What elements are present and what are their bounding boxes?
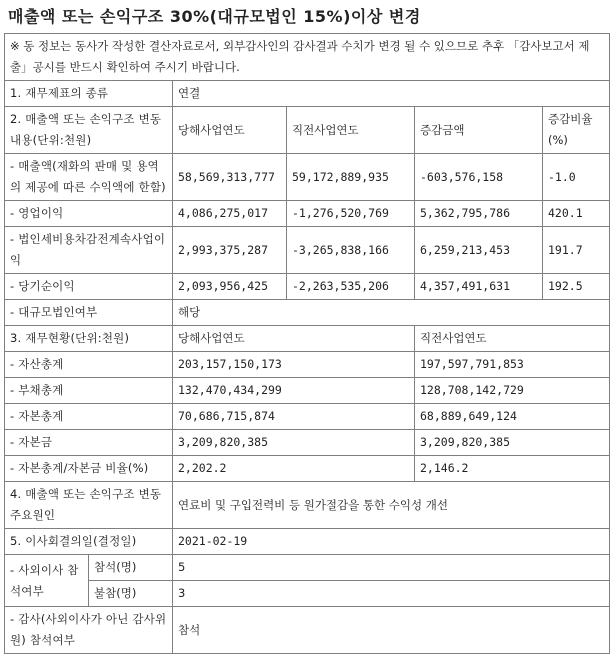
revenue-previous: 59,172,889,935 xyxy=(287,154,415,201)
table-row xyxy=(5,378,610,404)
pretax-income-current: 2,993,375,287 xyxy=(173,227,287,274)
auditor-row xyxy=(5,607,610,654)
notice-row xyxy=(5,34,610,81)
capital-stock-current: 3,209,820,385 xyxy=(173,430,415,456)
row-label-total-equity: - 자본총계 xyxy=(5,404,173,430)
operating-income-current: 4,086,275,017 xyxy=(173,201,287,227)
header-change-rate: 증감비율(%) xyxy=(543,107,610,154)
main-cause-value: 연료비 및 구입전력비 등 원가절감을 통한 수익성 개선 xyxy=(173,482,610,529)
row-label-total-assets: - 자산총계 xyxy=(5,352,173,378)
financial-status-header-row xyxy=(5,326,610,352)
financial-statement-type-value: 연결 xyxy=(173,81,610,107)
pretax-income-previous: -3,265,838,166 xyxy=(287,227,415,274)
table-row xyxy=(5,430,610,456)
main-cause-label: 4. 매출액 또는 손익구조 변동 주요원인 xyxy=(5,482,173,529)
row-label-total-liabilities: - 부채총계 xyxy=(5,378,173,404)
large-corp-value: 해당 xyxy=(173,300,610,326)
financial-statement-type-row xyxy=(5,81,610,107)
net-income-current: 2,093,956,425 xyxy=(173,274,287,300)
table-row xyxy=(5,300,610,326)
net-income-change: 4,357,491,631 xyxy=(415,274,543,300)
outside-directors-present-row xyxy=(5,555,610,581)
pretax-income-change: 6,259,213,453 xyxy=(415,227,543,274)
operating-income-rate: 420.1 xyxy=(543,201,610,227)
header-current-year: 당해사업연도 xyxy=(173,107,287,154)
row-label-net-income: - 당기순이익 xyxy=(5,274,173,300)
absent-label: 불참(명) xyxy=(89,581,173,607)
table-row xyxy=(5,404,610,430)
table-row xyxy=(5,201,610,227)
disclosure-table xyxy=(4,33,610,654)
board-resolution-row xyxy=(5,529,610,555)
page-title: 매출액 또는 손익구조 30%(대규모법인 15%)이상 변경 xyxy=(8,7,421,26)
row-label-operating-income: - 영업이익 xyxy=(5,201,173,227)
equity-ratio-current: 2,202.2 xyxy=(173,456,415,482)
row-label-revenue: - 매출액(재화의 판매 및 용역의 제공에 따른 수익액에 한함) xyxy=(5,154,173,201)
financial-status-label: 3. 재무현황(단위:천원) xyxy=(5,326,173,352)
total-liabilities-current: 132,470,434,299 xyxy=(173,378,415,404)
pretax-income-rate: 191.7 xyxy=(543,227,610,274)
notice-text: ※ 동 정보는 동사가 작성한 결산자료로서, 외부감사인의 감사결과 수치가 변경 될 수 있으므로 추후 「감사보고서 제출」공시를 반드시 확인하여 주시기 바랍니다. xyxy=(5,34,610,81)
operating-income-change: 5,362,795,786 xyxy=(415,201,543,227)
header-previous-year: 직전사업연도 xyxy=(287,107,415,154)
absent-value: 3 xyxy=(173,581,610,607)
board-resolution-date: 2021-02-19 xyxy=(173,529,610,555)
auditor-value: 참석 xyxy=(173,607,610,654)
row-label-equity-ratio: - 자본총계/자본금 비율(%) xyxy=(5,456,173,482)
total-assets-current: 203,157,150,173 xyxy=(173,352,415,378)
table-row xyxy=(5,227,610,274)
revenue-current: 58,569,313,777 xyxy=(173,154,287,201)
equity-ratio-previous: 2,146.2 xyxy=(415,456,610,482)
table-row xyxy=(5,274,610,300)
row-label-large-corp: - 대규모법인여부 xyxy=(5,300,173,326)
status-header-current-year: 당해사업연도 xyxy=(173,326,415,352)
change-section-label: 2. 매출액 또는 손익구조 변동내용(단위:천원) xyxy=(5,107,173,154)
outside-directors-label: - 사외이사 참석여부 xyxy=(5,555,89,607)
main-cause-row xyxy=(5,482,610,529)
revenue-rate: -1.0 xyxy=(543,154,610,201)
change-header-row xyxy=(5,107,610,154)
row-label-capital-stock: - 자본금 xyxy=(5,430,173,456)
table-row xyxy=(5,456,610,482)
status-header-previous-year: 직전사업연도 xyxy=(415,326,610,352)
present-label: 참석(명) xyxy=(89,555,173,581)
present-value: 5 xyxy=(173,555,610,581)
table-row xyxy=(5,352,610,378)
total-equity-current: 70,686,715,874 xyxy=(173,404,415,430)
capital-stock-previous: 3,209,820,385 xyxy=(415,430,610,456)
net-income-previous: -2,263,535,206 xyxy=(287,274,415,300)
total-equity-previous: 68,889,649,124 xyxy=(415,404,610,430)
revenue-change: -603,576,158 xyxy=(415,154,543,201)
net-income-rate: 192.5 xyxy=(543,274,610,300)
outside-directors-absent-row xyxy=(5,581,610,607)
total-liabilities-previous: 128,708,142,729 xyxy=(415,378,610,404)
header-change-amount: 증감금액 xyxy=(415,107,543,154)
row-label-pretax-income: - 법인세비용차감전계속사업이익 xyxy=(5,227,173,274)
table-row xyxy=(5,154,610,201)
financial-statement-type-label: 1. 재무제표의 종류 xyxy=(5,81,173,107)
board-resolution-label: 5. 이사회결의일(결정일) xyxy=(5,529,173,555)
auditor-label: - 감사(사외이사가 아닌 감사위원) 참석여부 xyxy=(5,607,173,654)
operating-income-previous: -1,276,520,769 xyxy=(287,201,415,227)
total-assets-previous: 197,597,791,853 xyxy=(415,352,610,378)
